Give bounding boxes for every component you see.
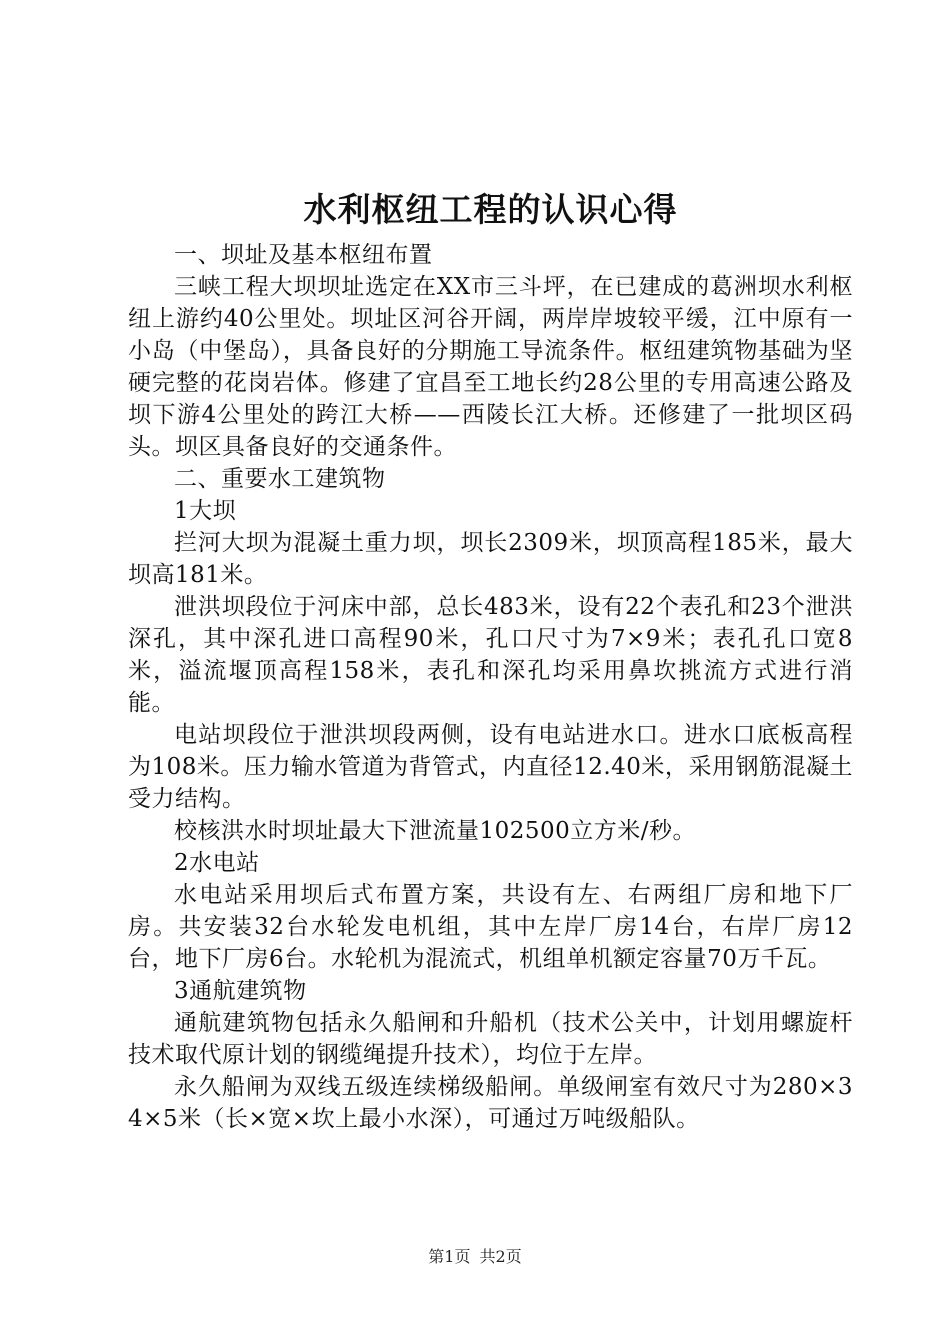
subheading-hydropower: 2水电站 xyxy=(174,850,260,876)
paragraph-site-description: 三峡工程大坝坝址选定在XX市三斗坪，在已建成的葛洲坝水利枢纽上游约40公里处。坝址区河谷开阔，两岸岸坡较平缓，江中原有一小岛（中堡岛），具备良好的分期施工导流条件。枢纽建筑物基础为坚硬完整的花岗岩体。修建了宜昌至工地长约28公里的专用高速公路及坝下游4公里处的跨江大桥——西陵长江大桥。还修建了一批坝区码头。坝区具备良好的交通条件。 xyxy=(128,274,853,460)
paragraph-navigation: 通航建筑物包括永久船闸和升船机（技术公关中，计划用螺旋杆技术取代原计划的钢缆绳提升技术），均位于左岸。 xyxy=(128,1010,853,1068)
page-total: 共2页 xyxy=(479,1247,522,1266)
paragraph-flood-discharge: 校核洪水时坝址最大下泄流量102500立方米/秒。 xyxy=(174,818,697,844)
heading-main-structures: 二、重要水工建筑物 xyxy=(174,466,386,492)
document-title: 水利枢纽工程的认识心得 xyxy=(303,190,678,229)
page-footer xyxy=(0,1244,950,1267)
paragraph-dam: 拦河大坝为混凝土重力坝，坝长2309米，坝顶高程185米，最大坝高181米。 xyxy=(128,530,853,588)
subheading-dam: 1大坝 xyxy=(174,498,237,524)
document-page xyxy=(128,185,853,1135)
paragraph-ship-lock: 永久船闸为双线五级连续梯级船闸。单级闸室有效尺寸为280×34×5米（长×宽×坎上最小水深），可通过万吨级船队。 xyxy=(128,1074,853,1132)
paragraph-hydropower: 水电站采用坝后式布置方案，共设有左、右两组厂房和地下厂房。共安装32台水轮发电机组，其中左岸厂房14台，右岸厂房12台，地下厂房6台。水轮机为混流式，机组单机额定容量70万千瓦。 xyxy=(128,882,853,972)
paragraph-spillway: 泄洪坝段位于河床中部，总长483米，设有22个表孔和23个泄洪深孔，其中深孔进口高程90米，孔口尺寸为7×9米；表孔孔口宽8米，溢流堰顶高程158米，表孔和深孔均采用鼻坎挑流方式进行消能。 xyxy=(128,594,853,716)
page-number: 第1页 xyxy=(428,1247,471,1266)
paragraph-power-intake: 电站坝段位于泄洪坝段两侧，设有电站进水口。进水口底板高程为108米。压力输水管道为背管式，内直径12.40米，采用钢筋混凝土受力结构。 xyxy=(128,722,853,812)
heading-site-layout: 一、坝址及基本枢纽布置 xyxy=(174,242,433,268)
subheading-navigation: 3通航建筑物 xyxy=(174,978,307,1004)
